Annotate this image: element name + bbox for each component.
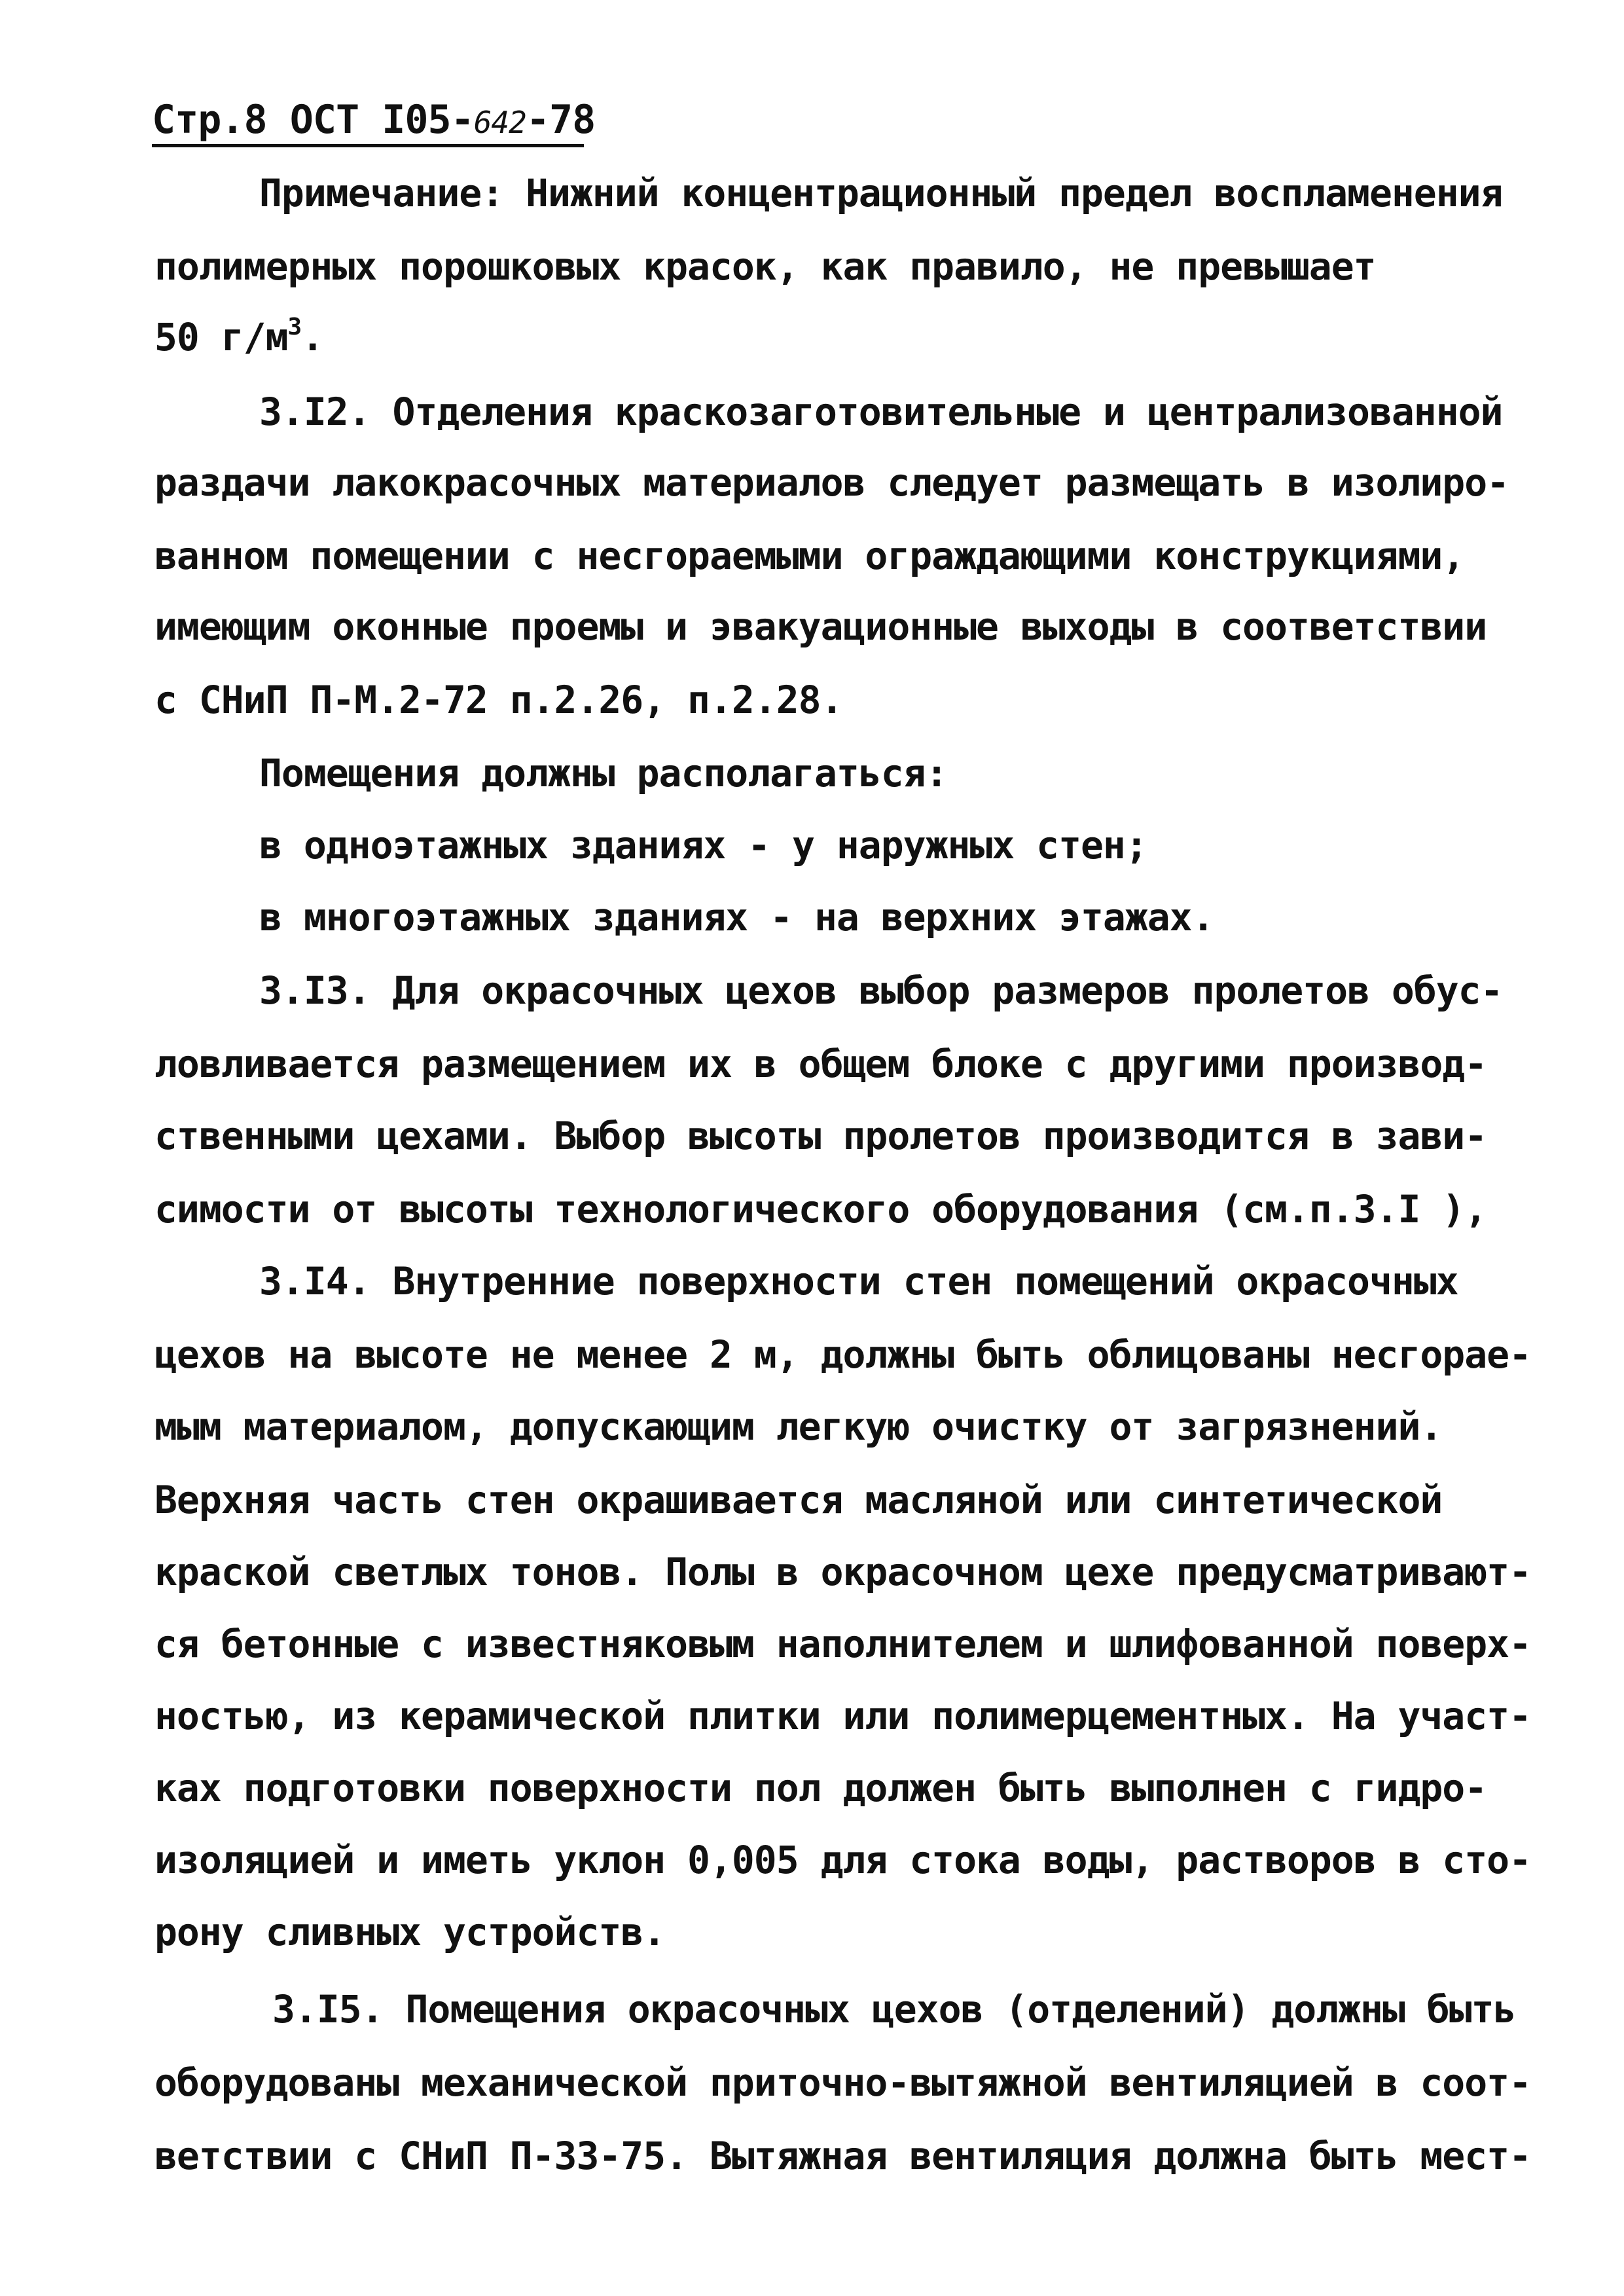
header-underline — [152, 144, 584, 147]
section-3-12-line-3: ванном помещении с несгораемыми ограждающими конструкциями, — [154, 534, 1465, 578]
section-3-14-line-5: краской светлых тонов. Полы в окрасочном цехе предусматривают- — [154, 1550, 1531, 1594]
note-exponent: 3 — [287, 314, 302, 340]
header-prefix: Стр.8 ОСТ I05- — [152, 97, 474, 143]
placement-item-1: в одноэтажных зданиях - у наружных стен; — [259, 823, 1147, 867]
section-3-14-line-6: ся бетонные с известняковым наполнителем и шлифованной поверх- — [154, 1622, 1531, 1666]
section-3-14-line-1: 3.I4. Внутренние поверхности стен помещений окрасочных — [259, 1259, 1458, 1303]
placement-intro: Помещения должны располагаться: — [259, 751, 948, 795]
section-3-12-line-4: имеющим оконные проемы и эвакуационные выходы в соответствии — [154, 604, 1487, 649]
placement-item-2: в многоэтажных зданиях - на верхних этажах. — [259, 895, 1214, 939]
section-3-14-line-8: ках подготовки поверхности пол должен быть выполнен с гидро- — [154, 1766, 1487, 1810]
note-line-1: Примечание: Нижний концентрационный предел воспламенения — [259, 171, 1503, 215]
page-header — [152, 97, 595, 145]
header-number-handwritten: 642 — [473, 105, 526, 140]
section-3-14-line-9: изоляцией и иметь уклон 0,005 для стока воды, растворов в сто- — [154, 1838, 1531, 1882]
section-3-15-line-3: ветствии с СНиП П-33-75. Вытяжная вентиляция должна быть мест- — [154, 2134, 1531, 2178]
section-3-12-line-2: раздачи лакокрасочных материалов следует размещать в изолиро- — [154, 460, 1509, 505]
section-3-14-line-7: ностью, из керамической плитки или полимерцементных. На участ- — [154, 1694, 1531, 1738]
section-3-13-line-4: симости от высоты технологического оборудования (см.п.3.I ), — [154, 1187, 1487, 1231]
note-line-2: полимерных порошковых красок, как правило, не превышает — [154, 244, 1376, 289]
note-line-3 — [154, 314, 323, 360]
section-3-15-line-2: оборудованы механической приточно-вытяжной вентиляцией в соот- — [154, 2060, 1531, 2105]
section-3-13-line-2: ловливается размещением их в общем блоке с другими производ- — [154, 1042, 1487, 1086]
note-value: 50 г/м — [154, 315, 288, 359]
section-3-14-line-4: Верхняя часть стен окрашивается масляной или синтетической — [154, 1478, 1443, 1522]
section-3-14-line-3: мым материалом, допускающим легкую очистку от загрязнений. — [154, 1404, 1443, 1449]
section-3-12-line-1: 3.I2. Отделения краскозаготовительные и централизованной — [259, 390, 1503, 434]
section-3-14-line-2: цехов на высоте не менее 2 м, должны быть облицованы несгорае- — [154, 1332, 1531, 1377]
header-suffix: -78 — [526, 97, 596, 143]
note-period: . — [301, 315, 324, 359]
section-3-13-line-3: ственными цехами. Выбор высоты пролетов производится в зави- — [154, 1114, 1487, 1158]
section-3-13-line-1: 3.I3. Для окрасочных цехов выбор размеров пролетов обус- — [259, 968, 1503, 1013]
section-3-14-line-10: рону сливных устройств. — [154, 1910, 666, 1954]
section-3-12-line-5: с СНиП П-М.2-72 п.2.26, п.2.28. — [154, 678, 843, 722]
section-3-15-line-1: 3.I5. Помещения окрасочных цехов (отделений) должны быть — [272, 1987, 1516, 2032]
